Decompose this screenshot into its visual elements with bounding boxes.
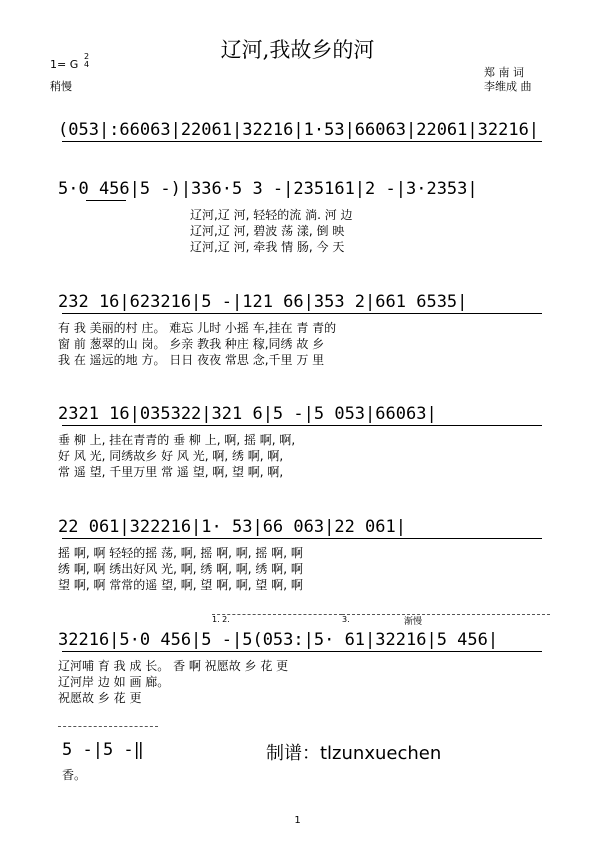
system-5-lyric-2: 绣 啊, 啊 绣出好风 光, 啊, 绣 啊, 啊, 绣 啊, 啊 [58, 562, 303, 576]
volta-first-label: 1. 2. [212, 615, 230, 624]
system-5-notes: 22 061|322216|1· 53|66 063|22 061| [58, 517, 406, 537]
time-bottom: 4 [84, 60, 90, 69]
system-7-lyric-1: 香。 [62, 768, 87, 782]
system-4-lyric-3: 常 遥 望, 千里万里 常 遥 望, 啊, 望 啊, 啊, [58, 465, 284, 479]
system-3-underline [62, 313, 542, 314]
volta-third-label: 3. [342, 615, 350, 624]
system-4-notes: 2321 16|035322|321 6|5 -|5 053|66063| [58, 404, 437, 424]
system-2-lyric-1: 辽河,辽 河, 轻轻的流 淌. 河 边 [190, 208, 353, 222]
system-6-notes: 32216|5·0 456|5 -|5(053:|5· 61|32216|5 456| [58, 630, 499, 650]
tempo-marking: 稍慢 [50, 80, 72, 93]
key-signature: 1= G [50, 58, 79, 71]
system-6-lyric-2: 辽河岸 边 如 画 廊。 [58, 675, 170, 689]
system-3-lyric-1: 有 我 美丽的村 庄。 难忘 儿时 小摇 车,挂在 青 青的 [58, 321, 337, 335]
system-5-lyric-1: 摇 啊, 啊 轻轻的摇 荡, 啊, 摇 啊, 啊, 摇 啊, 啊 [58, 546, 303, 560]
system-6-lyric-3: 祝愿故 乡 花 更 [58, 691, 142, 705]
system-3-lyric-2: 窗 前 葱翠的山 岗。 乡亲 教我 种庄 稼,同绣 故 乡 [58, 337, 325, 351]
system-1-underline [62, 141, 542, 142]
system-1-notes: (053|:66063|22061|32216|1·53|66063|22061|32216| [58, 120, 540, 140]
final-bracket [58, 726, 158, 727]
system-7-notes: 5 -|5 -‖ [62, 740, 144, 760]
tempo-change: 渐慢 [404, 617, 423, 627]
composer: 李维成 曲 [484, 80, 532, 93]
time-top: 2 [84, 52, 90, 61]
system-4-lyric-2: 好 风 光, 同绣故乡 好 风 光, 啊, 绣 啊, 啊, [58, 449, 284, 463]
system-5-underline [62, 538, 542, 539]
system-4-underline [62, 425, 542, 426]
system-5-lyric-3: 望 啊, 啊 常常的遥 望, 啊, 望 啊, 啊, 望 啊, 啊 [58, 578, 303, 592]
system-4-lyric-1: 垂 柳 上, 挂在青青的 垂 柳 上, 啊, 摇 啊, 啊, [58, 433, 296, 447]
lyricist: 郑 南 词 [484, 66, 524, 79]
system-6-underline [62, 651, 542, 652]
song-title: 辽河,我故乡的河 [220, 38, 375, 62]
system-2-notes: 5·0 456|5 -)|336·5 3 -|235161|2 -|3·2353| [58, 179, 478, 199]
system-3-notes: 232 16|623216|5 -|121 66|353 2|661 6535| [58, 292, 468, 312]
system-2-lyric-3: 辽河,辽 河, 牵我 情 肠, 今 天 [190, 240, 345, 254]
system-2-underline [86, 200, 126, 201]
system-2-lyric-2: 辽河,辽 河, 碧波 荡 漾, 倒 映 [190, 224, 345, 238]
volta-first [212, 614, 342, 624]
system-3-lyric-3: 我 在 遥远的地 方。 日日 夜夜 常思 念,千里 万 里 [58, 353, 325, 367]
transcriber-credit: 制谱：tlzunxuechen [266, 743, 442, 764]
page-number: 1 [294, 815, 301, 826]
volta-third [342, 614, 550, 624]
system-6-lyric-1: 辽河哺 育 我 成 长。 香 啊 祝愿故 乡 花 更 [58, 659, 289, 673]
time-signature [84, 53, 89, 69]
